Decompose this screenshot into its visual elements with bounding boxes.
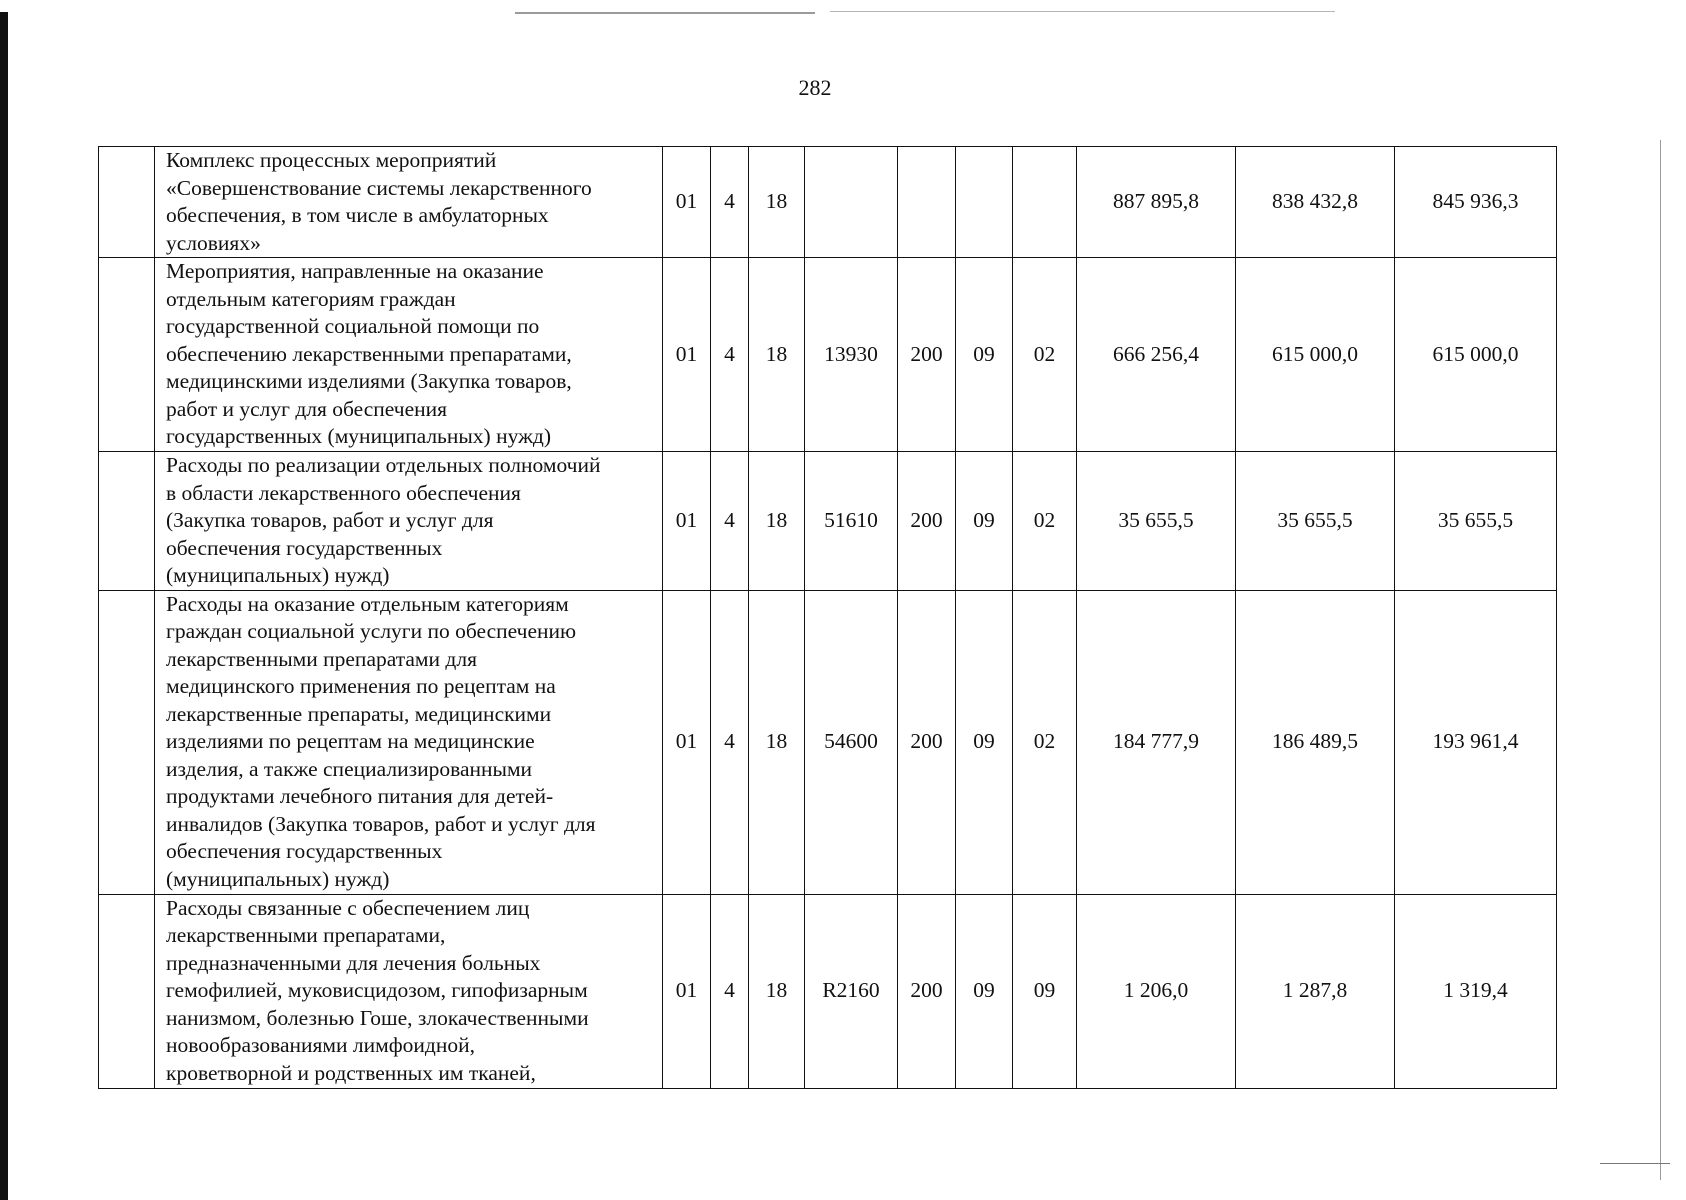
code-cell: 01 [663, 147, 711, 258]
scan-left-edge [0, 12, 8, 1200]
amount-cell: 615 000,0 [1236, 258, 1395, 452]
amount-cell: 184 777,9 [1077, 590, 1236, 894]
code-cell: 18 [749, 894, 805, 1088]
code-cell: 4 [711, 147, 749, 258]
code-cell: 200 [898, 452, 956, 591]
amount-cell: 666 256,4 [1077, 258, 1236, 452]
code-cell: 09 [1013, 894, 1077, 1088]
page-number: 282 [798, 75, 832, 100]
code-cell: 4 [711, 258, 749, 452]
code-cell: 18 [749, 452, 805, 591]
code-cell: 09 [956, 894, 1013, 1088]
scan-top-line [515, 12, 815, 14]
code-cell: 200 [898, 258, 956, 452]
empty-cell [99, 258, 155, 452]
amount-cell: 887 895,8 [1077, 147, 1236, 258]
code-cell: 18 [749, 590, 805, 894]
code-cell: 18 [749, 147, 805, 258]
table-row [99, 258, 1557, 452]
amount-cell: 35 655,5 [1395, 452, 1557, 591]
code-cell [898, 147, 956, 258]
table-row [99, 452, 1557, 591]
amount-cell: 845 936,3 [1395, 147, 1557, 258]
scan-top-line [830, 11, 1335, 12]
amount-cell: 186 489,5 [1236, 590, 1395, 894]
code-cell: 4 [711, 590, 749, 894]
empty-cell [99, 590, 155, 894]
code-cell: 54600 [805, 590, 898, 894]
amount-cell: 1 319,4 [1395, 894, 1557, 1088]
code-cell [805, 147, 898, 258]
code-cell: 01 [663, 258, 711, 452]
table-row [99, 590, 1557, 894]
table-row [99, 894, 1557, 1088]
code-cell: 4 [711, 452, 749, 591]
row-name: Расходы связанные с обеспечением лиц лекарственными препаратами, предназначенными для лечения больных гемофилией, муковисцидозом, гипофизарным нанизмом, болезнью Гоше, злокачественными новообразованиями лимфоидной, кроветворной и родственных им тканей, [155, 894, 663, 1088]
empty-cell [99, 452, 155, 591]
amount-cell: 35 655,5 [1077, 452, 1236, 591]
code-cell: 200 [898, 894, 956, 1088]
scan-corner-mark [1600, 1163, 1670, 1164]
code-cell: 51610 [805, 452, 898, 591]
code-cell: 200 [898, 590, 956, 894]
budget-table [98, 146, 1557, 1089]
code-cell [956, 147, 1013, 258]
table-row [99, 147, 1557, 258]
code-cell: 02 [1013, 590, 1077, 894]
code-cell: 09 [956, 590, 1013, 894]
amount-cell: 1 287,8 [1236, 894, 1395, 1088]
code-cell: 01 [663, 590, 711, 894]
code-cell [1013, 147, 1077, 258]
code-cell: 13930 [805, 258, 898, 452]
scan-right-edge [1660, 140, 1661, 1180]
empty-cell [99, 894, 155, 1088]
code-cell: 4 [711, 894, 749, 1088]
row-name: Расходы по реализации отдельных полномочий в области лекарственного обеспечения (Закупка товаров, работ и услуг для обеспечения государственных (муниципальных) нужд) [155, 452, 663, 591]
amount-cell: 35 655,5 [1236, 452, 1395, 591]
code-cell: 01 [663, 894, 711, 1088]
code-cell: 02 [1013, 452, 1077, 591]
code-cell: 18 [749, 258, 805, 452]
amount-cell: 838 432,8 [1236, 147, 1395, 258]
row-name: Комплекс процессных мероприятий «Совершенствование системы лекарственного обеспечения, в том числе в амбулаторных условиях» [155, 147, 663, 258]
code-cell: 09 [956, 258, 1013, 452]
code-cell: 09 [956, 452, 1013, 591]
amount-cell: 193 961,4 [1395, 590, 1557, 894]
code-cell: R2160 [805, 894, 898, 1088]
row-name: Мероприятия, направленные на оказание отдельным категориям граждан государственной социальной помощи по обеспечению лекарственными препаратами, медицинскими изделиями (Закупка товаров, работ и услуг для обеспечения государственных (муниципальных) нужд) [155, 258, 663, 452]
amount-cell: 1 206,0 [1077, 894, 1236, 1088]
row-name: Расходы на оказание отдельным категориям граждан социальной услуги по обеспечению лекарственными препаратами для медицинского применения по рецептам на лекарственные препараты, медицинскими изделиями по рецептам на медицинские изделия, а также специализированными продуктами лечебного питания для детей- инвалидов (Закупка товаров, работ и услуг для обеспечения государственных (муниципальных) нужд) [155, 590, 663, 894]
code-cell: 02 [1013, 258, 1077, 452]
amount-cell: 615 000,0 [1395, 258, 1557, 452]
code-cell: 01 [663, 452, 711, 591]
empty-cell [99, 147, 155, 258]
